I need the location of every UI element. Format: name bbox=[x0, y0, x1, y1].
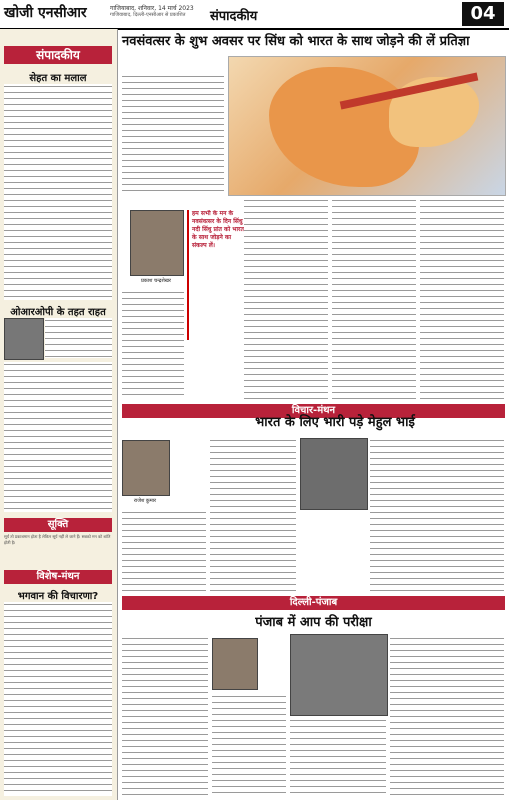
second-headline: भारत के लिए भारी पड़े मेहुल भाई bbox=[255, 415, 415, 430]
quote-text: सूर्य तो प्रकाशमान होता है लेकिन सूर्य नहीं ले जाने हैं। सबको मन को शांति होती है। bbox=[4, 534, 111, 545]
date-line: गाजियाबाद, शनिवार, 14 मार्च 2023 bbox=[110, 5, 194, 12]
region-band: दिल्ली-पंजाब bbox=[122, 596, 505, 610]
quote-band: सूक्ति bbox=[4, 518, 112, 532]
second-author-caption: राजेश कुमार bbox=[133, 498, 157, 504]
second-editorial-body bbox=[4, 362, 112, 512]
second-col-3 bbox=[370, 438, 504, 604]
main-col-3 bbox=[332, 198, 416, 400]
second-author-photo bbox=[122, 440, 170, 496]
second-col-2 bbox=[210, 438, 296, 604]
editorial-body-text bbox=[4, 84, 112, 300]
opinion-band: विचार-मंथन bbox=[122, 404, 505, 418]
main-col-1 bbox=[122, 290, 184, 400]
section-title: संपादकीय bbox=[210, 9, 258, 24]
third-col-4 bbox=[390, 636, 504, 796]
main-col-4 bbox=[420, 198, 504, 400]
third-article-photo bbox=[290, 634, 388, 716]
bottom-heading: भगवान की विचारणा? bbox=[17, 591, 99, 602]
second-col-1 bbox=[122, 510, 206, 604]
page-number: 04 bbox=[462, 2, 504, 26]
second-editorial-heading: ओआरओपी के तहत राहत bbox=[10, 307, 106, 318]
bottom-body bbox=[4, 602, 112, 796]
author-photo bbox=[130, 210, 184, 276]
india-map-illustration bbox=[228, 56, 506, 196]
masthead: खोजी एनसीआर bbox=[4, 5, 87, 21]
third-col-1 bbox=[122, 636, 208, 796]
main-headline: नवसंवत्सर के शुभ अवसर पर सिंध को भारत के साथ जोड़ने की लें प्रतिज्ञा bbox=[122, 34, 470, 49]
author-caption: प्रकाश चन्द्रशेखर bbox=[141, 278, 171, 284]
pull-quote: हम सभी के मन के नवसंवत्सर के दिन सिंधु नदी सिंधु प्रांत को भारत के साथ जोड़ने का संकल्प लें। bbox=[187, 210, 244, 340]
second-editorial-text-right bbox=[45, 318, 112, 358]
editorial-banner: संपादकीय bbox=[4, 46, 112, 64]
third-headline: पंजाब में आप की परीक्षा bbox=[255, 615, 372, 630]
main-col-2 bbox=[244, 198, 328, 400]
bottom-band: विशेष-मंथन bbox=[4, 570, 112, 584]
supreme-court-photo bbox=[4, 318, 44, 360]
third-author-photo bbox=[212, 638, 258, 690]
main-article-intro bbox=[122, 74, 224, 194]
editorial-heading: सेहत का मलाल bbox=[29, 73, 87, 84]
third-col-3 bbox=[290, 718, 386, 796]
third-col-2 bbox=[212, 694, 286, 796]
sub-line: गाजियाबाद, दिल्ली-एनसीआर से प्रकाशित bbox=[110, 12, 186, 18]
second-article-photo bbox=[300, 438, 368, 510]
